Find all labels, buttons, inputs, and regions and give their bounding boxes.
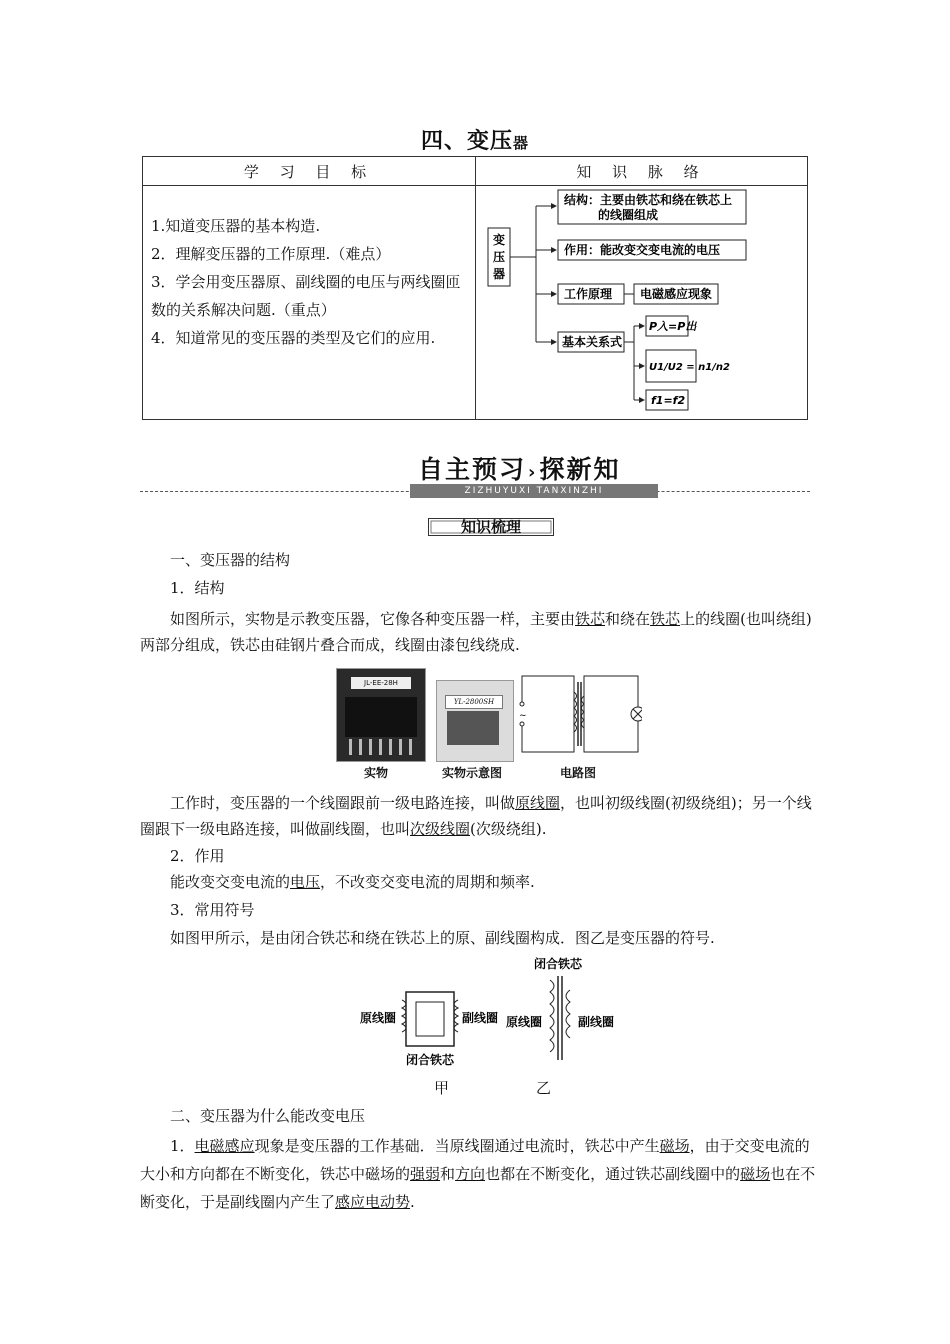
caption-sketch: 实物示意图 — [442, 766, 503, 780]
mindmap-header: 知 识 脉 络 — [476, 157, 808, 186]
knowledge-mindmap — [476, 186, 808, 420]
label-secondary: 副线圈 — [462, 1011, 499, 1025]
mindmap-structure-cont: 的线圈组成 — [598, 208, 659, 222]
goal-item: 3．学会用变压器原、副线圈的电压与两线圈匝数的关系解决问题.（重点） — [151, 273, 461, 319]
mindmap-function: 作用：能改变交变电流的电压 — [564, 243, 721, 257]
mindmap-rel-power: P入=P出 — [649, 320, 697, 333]
mindmap-principle: 工作原理 — [564, 287, 613, 301]
section-banner-sub: ZIZHUYUXI TANXINZHI — [410, 484, 658, 498]
sketch-label: YL-2800SH — [445, 695, 503, 709]
transformer-sketch — [436, 680, 514, 762]
label-secondary-b: 副线圈 — [578, 1015, 615, 1029]
label-core: 闭合铁芯 — [406, 1053, 455, 1067]
transformer-figure-a — [356, 986, 506, 1068]
circuit-diagram — [518, 668, 642, 760]
page-title: 四、变压器 — [420, 129, 530, 154]
label-primary-b: 原线圈 — [506, 1015, 543, 1029]
mindmap-principle-detail: 电磁感应现象 — [640, 287, 713, 301]
goals-header: 学 习 目 标 — [143, 157, 476, 186]
caption-photo: 实物 — [364, 766, 389, 780]
transformer-photo — [336, 668, 426, 762]
paragraph-why: 1．电磁感应现象是变压器的工作基础．当原线圈通过电流时，铁芯中产生磁场，由于交变电流的大小和方向都在不断变化，铁芯中磁场的强弱和方向也都在不断变化，通过铁芯副线圈中的磁场也在不断变化，于是副线圈内产生了感应电动势. — [140, 1137, 816, 1211]
heading-why: 二、变压器为什么能改变电压 — [170, 1107, 366, 1125]
subheading-symbol: 3．常用符号 — [170, 901, 255, 919]
transformer-figure-b — [500, 956, 630, 1068]
figure-label-b: 乙 — [536, 1079, 552, 1097]
caption-circuit: 电路图 — [560, 766, 597, 780]
mindmap-rel-voltage: U1/U2 = n1/n2 — [649, 362, 730, 373]
goal-item: 4．知道常见的变压器的类型及它们的应用. — [151, 329, 436, 347]
figure-label-a: 甲 — [434, 1079, 450, 1097]
mindmap-root-1: 变 — [492, 233, 506, 247]
section-banner: 自主预习 ›探新知 — [418, 455, 621, 484]
mindmap-relations: 基本关系式 — [562, 335, 623, 349]
mindmap-root-2: 压 — [492, 250, 506, 264]
section-tag: 知识梳理 — [460, 518, 521, 536]
mindmap-cell — [476, 186, 808, 420]
goal-item: 2．理解变压器的工作原理.（难点） — [151, 245, 391, 263]
heading-structure: 一、变压器的结构 — [170, 551, 291, 569]
goals-cell — [143, 186, 476, 420]
subheading-structure: 1．结构 — [170, 579, 225, 597]
goal-item: 1.知道变压器的基本构造. — [151, 217, 321, 235]
mindmap-root-3: 器 — [492, 267, 506, 281]
mindmap-rel-freq: f1=f2 — [651, 394, 686, 407]
paragraph-symbol: 如图甲所示，是由闭合铁芯和绕在铁芯上的原、副线圈构成．图乙是变压器的符号. — [170, 929, 715, 947]
label-core-b: 闭合铁芯 — [534, 957, 583, 971]
paragraph-structure: 如图所示，实物是示教变压器，它像各种变压器一样，主要由铁芯和绕在铁芯上的线圈(也叫绕组)两部分组成，铁芯由硅钢片叠合而成，线圈由漆包线绕成. — [140, 610, 812, 654]
mindmap-structure: 结构：主要由铁芯和绕在铁芯上 — [564, 193, 733, 207]
goals-table — [142, 156, 808, 420]
subheading-function: 2．作用 — [170, 847, 225, 865]
paragraph-coils: 工作时，变压器的一个线圈跟前一级电路连接，叫做原线圈，也叫初级线圈(初级绕组)；另一个线圈跟下一级电路连接，叫做副线圈，也叫次级线圈(次级绕组). — [140, 794, 812, 838]
paragraph-function: 能改变交变电流的电压，不改变交变电流的周期和频率. — [170, 873, 535, 891]
svg-text:~: ~ — [519, 711, 527, 721]
label-primary: 原线圈 — [360, 1011, 397, 1025]
photo-label: JL-EE-28H — [351, 677, 411, 689]
